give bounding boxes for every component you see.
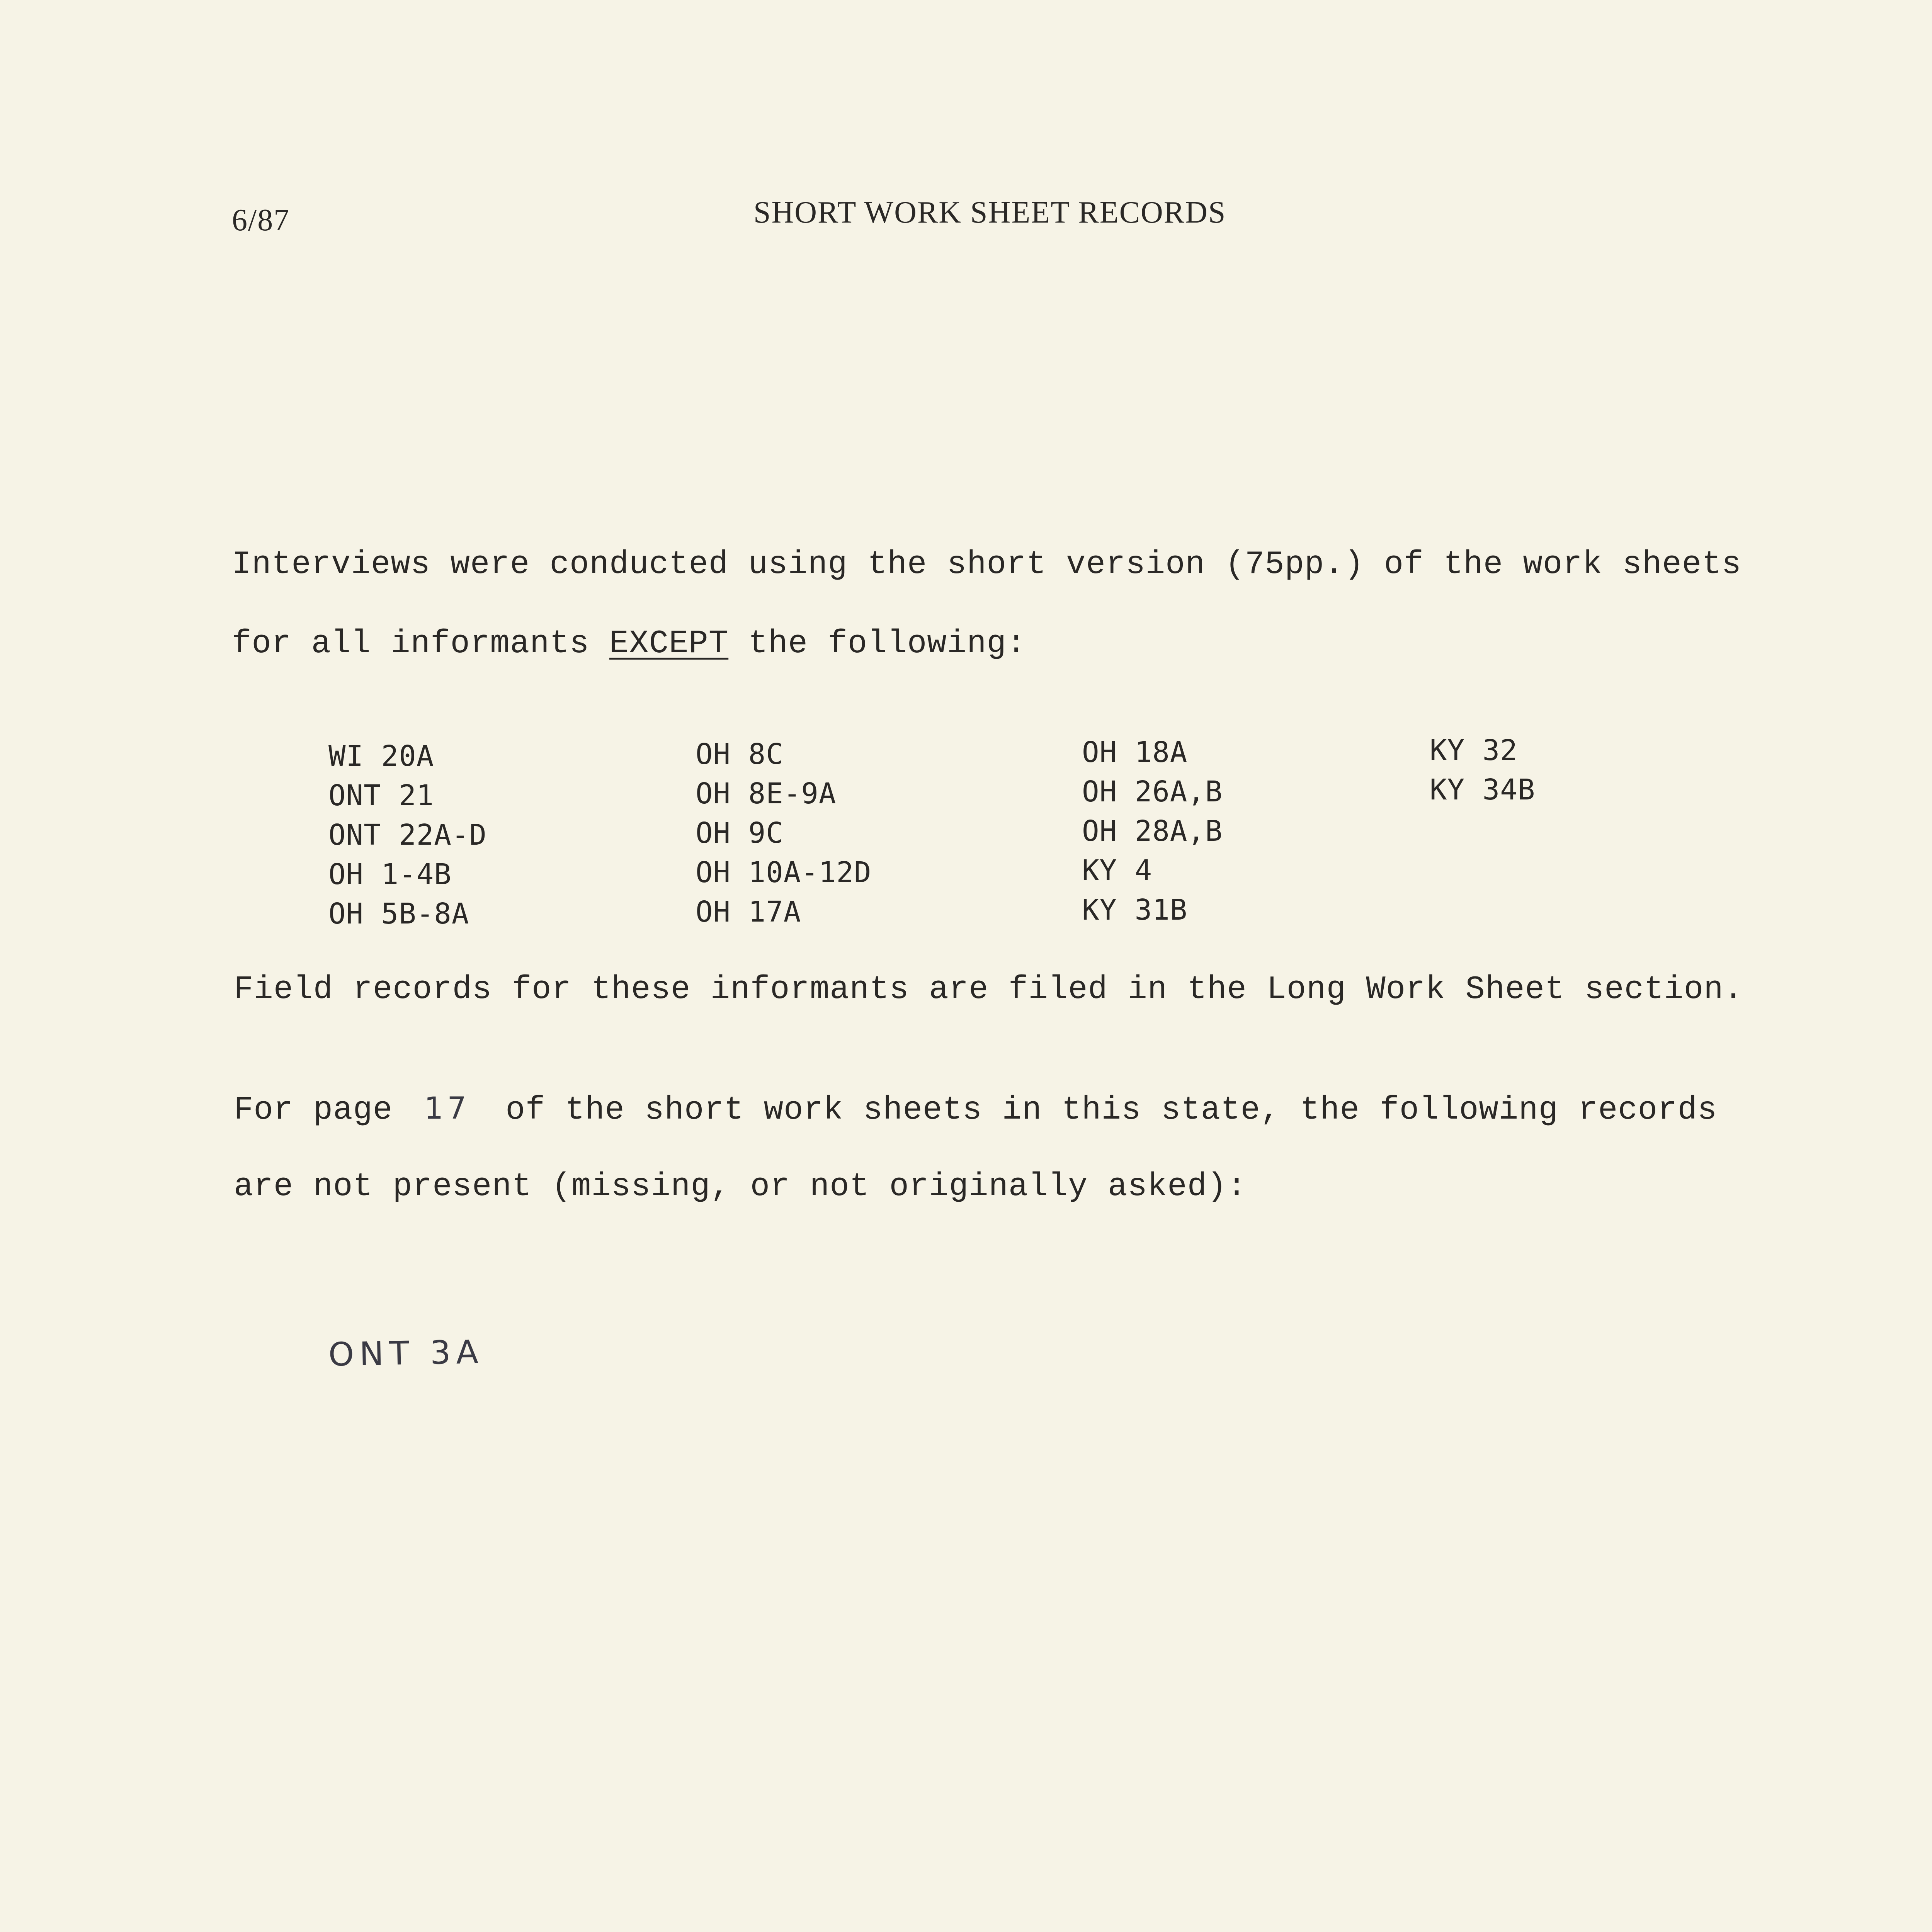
intro-line-2-start: for all informants (232, 626, 609, 662)
exception-column-3 (1082, 738, 1223, 935)
exception-column-1 (328, 742, 487, 939)
handwritten-page-number: 17 (424, 1091, 470, 1126)
list-item: OH 26A,B (1082, 775, 1223, 808)
list-item: OH 8C (696, 738, 784, 771)
intro-line-1: Interviews were conducted using the short version (75pp.) of the work sheets (232, 546, 1742, 583)
header-date: 6/87 (232, 203, 290, 237)
missing-line-2: are not present (missing, or not originally asked): (234, 1168, 1247, 1205)
intro-line-2-end: the following: (728, 626, 1027, 662)
missing-line-1 (234, 1091, 1718, 1129)
list-item: OH 28A,B (1082, 815, 1223, 848)
list-item: KY 34B (1430, 773, 1536, 806)
list-item: OH 17A (696, 895, 801, 929)
list-item: ONT 21 (328, 779, 434, 812)
exception-column-2 (696, 740, 872, 937)
list-item: OH 5B-8A (328, 897, 469, 930)
missing-line-1-start: For page (234, 1092, 413, 1129)
list-item: ONT 22A-D (328, 818, 487, 852)
list-item: KY 31B (1082, 893, 1188, 927)
except-emphasis: EXCEPT (609, 626, 729, 662)
page-title: SHORT WORK SHEET RECORDS (753, 196, 1226, 230)
list-item: WI 20A (328, 740, 434, 773)
list-item: KY 32 (1430, 734, 1518, 767)
missing-line-1-end: of the short work sheets in this state, the following records (485, 1092, 1718, 1129)
field-records-note: Field records for these informants are filed in the Long Work Sheet section. (234, 971, 1744, 1008)
list-item: OH 1-4B (328, 858, 452, 891)
handwritten-missing-records: ONT 3A (328, 1333, 484, 1374)
list-item: OH 10A-12D (696, 856, 872, 889)
exception-column-4 (1430, 736, 1535, 815)
intro-line-2 (232, 628, 1026, 660)
list-item: OH 18A (1082, 736, 1188, 769)
list-item: OH 9C (696, 816, 784, 850)
list-item: KY 4 (1082, 854, 1153, 887)
list-item: OH 8E-9A (696, 777, 837, 810)
